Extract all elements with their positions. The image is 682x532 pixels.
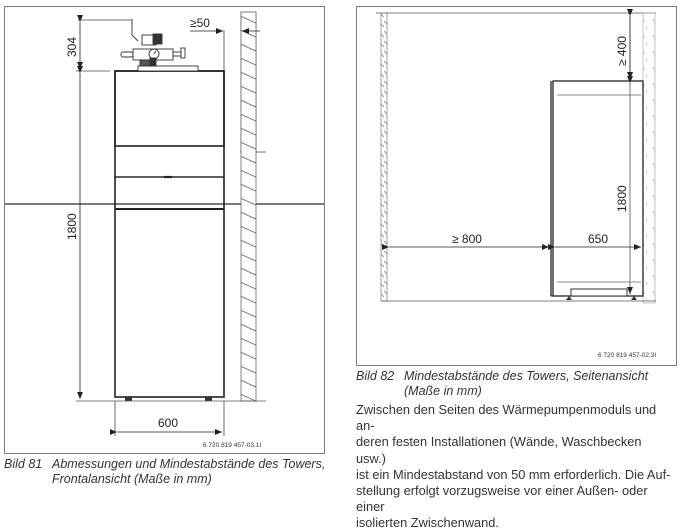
drawing-id-82: 6 720 819 457-02.3I <box>598 352 657 359</box>
caption-81-line1: Abmessungen und Mindestabstände des Towers, <box>52 457 326 471</box>
caption-82 <box>356 369 648 399</box>
body-line: isolierten Zwischenwand. <box>356 515 499 531</box>
dim-650: 650 <box>588 232 609 246</box>
body-paragraph <box>356 402 674 532</box>
dim-600: 600 <box>158 416 179 430</box>
body-line: deren festen Installationen (Wände, Waschbecken usw.) <box>356 434 642 466</box>
body-line: stellung erfolgt vorzugsweise vor einer Außen- oder einer <box>356 483 648 515</box>
dim-1800-front: 1800 <box>65 213 79 240</box>
dim-min-400: ≥ 400 <box>615 36 629 66</box>
caption-81-line2: Frontalansicht (Maße in mm) <box>52 472 212 486</box>
body-line: ist ein Mindestabstand von 50 mm erforderlich. Die Auf- <box>356 466 671 482</box>
tower-side-body <box>551 81 643 300</box>
left-wall-hatch <box>381 13 387 301</box>
dim-min-50: ≥50 <box>190 16 210 30</box>
caption-82-line2: (Maße in mm) <box>404 384 482 398</box>
dim-304: 304 <box>65 36 79 57</box>
back-wall <box>643 13 655 303</box>
dim-min-800: ≥ 800 <box>452 232 482 246</box>
caption-81-number: Bild 81 <box>4 457 43 471</box>
drawing-id-81: 6 720 819 457-03.1I <box>203 442 262 449</box>
dim-1800-side: 1800 <box>615 185 629 212</box>
body-line: Zwischen den Seiten des Wärmepumpenmoduls und an- <box>356 402 657 434</box>
caption-82-line1: Mindestabstände des Towers, Seitenansicht <box>404 369 649 383</box>
caption-82-number: Bild 82 <box>356 369 395 383</box>
